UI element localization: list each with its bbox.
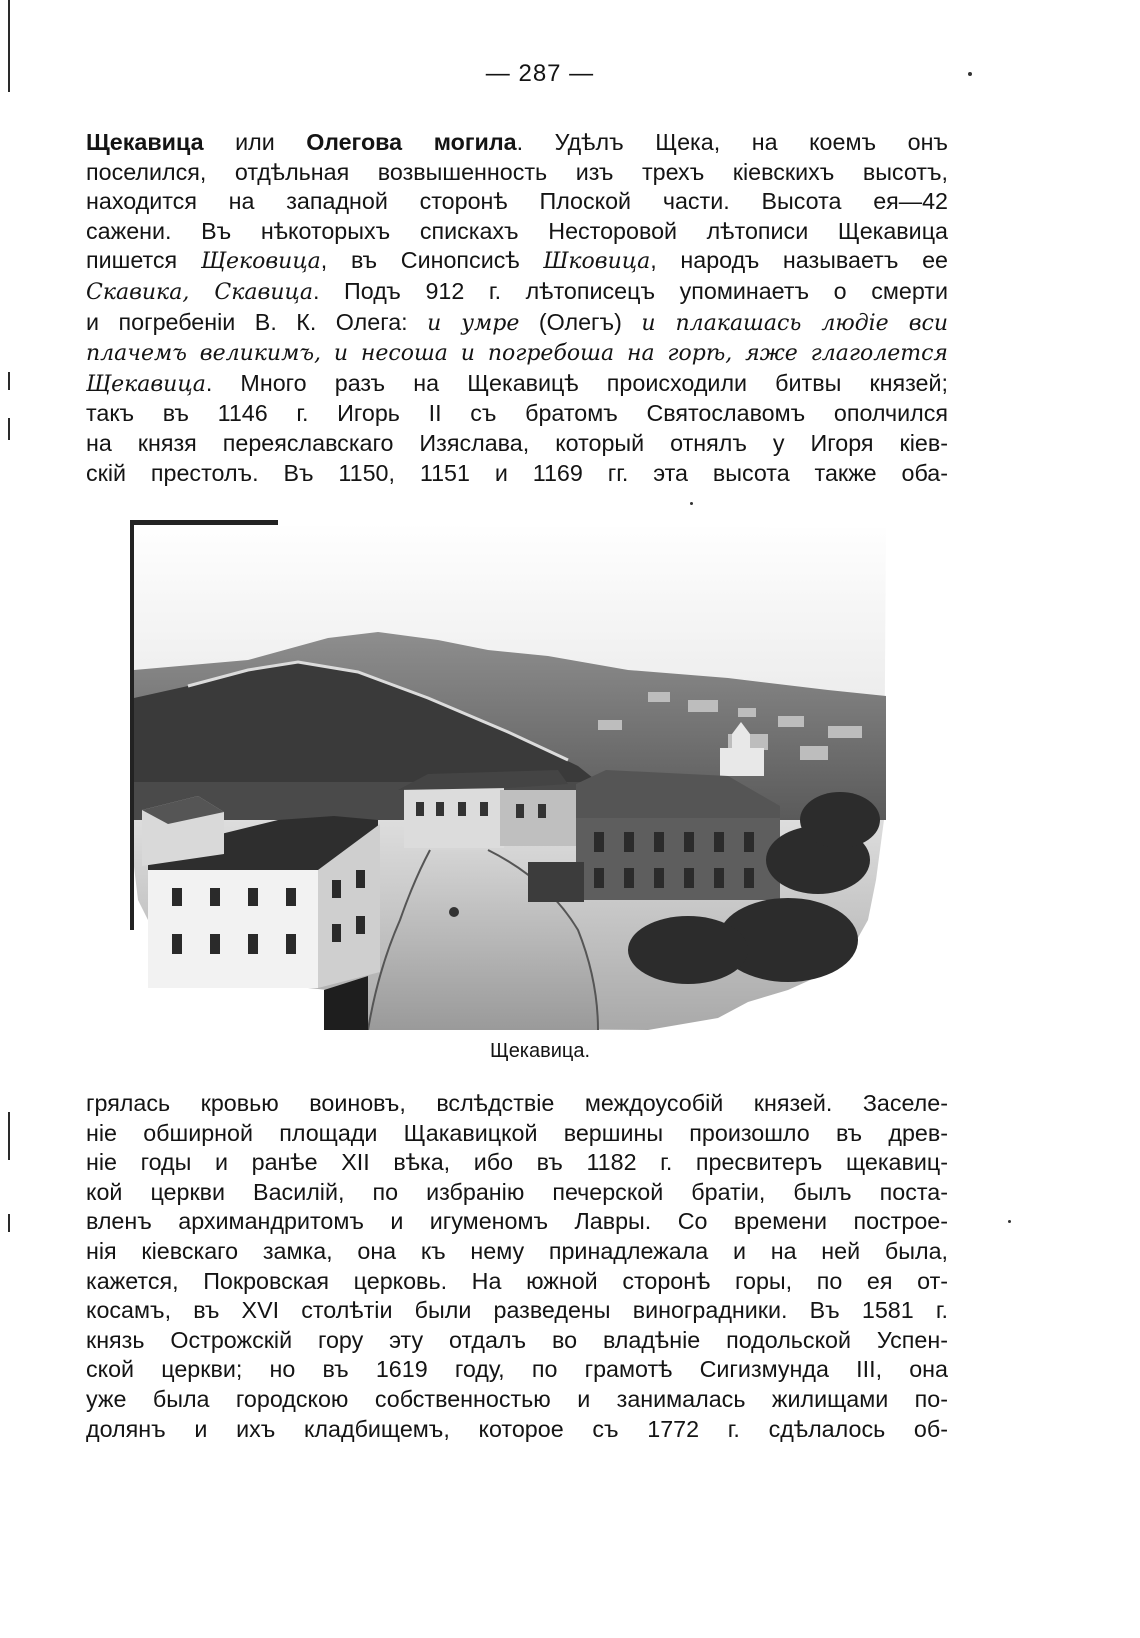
paragraph-1 (86, 128, 948, 488)
paragraph-line: косамъ, въ XVI столѣтіи были разведены виноградники. Въ 1581 г. (86, 1297, 948, 1324)
paragraph-line: ніе годы и ранѣе XII вѣка, ибо въ 1182 г. пресвитеръ щекавиц- (86, 1149, 948, 1176)
paragraph-line: Щекавица или Олегова могила. Удѣлъ Щека, на коемъ онъ (86, 129, 948, 155)
paragraph-line: Скавика, Скавица. Подъ 912 г. лѣтописецъ упоминаетъ о смерти (86, 277, 948, 305)
paragraph-line: долянъ и ихъ кладбищемъ, которое съ 1772 г. сдѣлалось об- (86, 1415, 948, 1442)
scan-edge (8, 0, 10, 1638)
paragraph-2 (86, 1089, 948, 1444)
paragraph-line: поселился, отдѣльная возвышенность изъ трехъ кіевскихъ высотъ, (86, 158, 948, 185)
paragraph-line: находится на западной сторонѣ Плоской части. Высота ея—42 (86, 188, 948, 215)
paragraph-line: кой церкви Василій, по избранію печерской братіи, былъ поста- (86, 1178, 948, 1205)
photo-caption: Щекавица. (489, 1040, 591, 1062)
scan-speck (1008, 1220, 1011, 1223)
paragraph-line: скій престолъ. Въ 1150, 1151 и 1169 гг. эта высота также оба- (86, 459, 948, 486)
paragraph-line: сажени. Въ нѣкоторыхъ спискахъ Несторовой лѣтописи Щекавица (86, 217, 948, 244)
paragraph-line: кажется, Покровская церковь. На южной сторонѣ горы, по ея от- (86, 1267, 948, 1294)
scan-speck (690, 502, 693, 505)
paragraph-line: ніе обширной площади Щакавицкой вершины произошло въ древ- (86, 1119, 948, 1146)
paragraph-line: князь Острожскій гору эту отдалъ во владѣніе подольской Успен- (86, 1326, 948, 1353)
paragraph-line: ской церкви; но въ 1619 году, по грамотѣ Сигизмунда III, она (86, 1356, 948, 1383)
photo-illustration (128, 520, 886, 1030)
paragraph-line: нія кіевскаго замка, она къ нему принадлежала и на ней была, (86, 1237, 948, 1264)
paragraph-line: уже была городскою собственностью и занималась жилищами по- (86, 1385, 948, 1412)
paragraph-line: такъ въ 1146 г. Игорь II съ братомъ Святославомъ ополчился (86, 400, 948, 427)
paragraph-line: Щекавица. Много разъ на Щекавицѣ происходили битвы князей; (86, 369, 948, 397)
paragraph-line: плачемъ великимъ, и несоша и погребоша на горѣ, яже глаголется (86, 341, 948, 367)
heading-olehs-grave: Олегова могила (306, 129, 517, 155)
paragraph-line: грялась кровью воиновъ, вслѣдствіе междоусобій князей. Заселе- (86, 1090, 948, 1116)
paragraph-line: на князя переяславскаго Изяслава, который отнялъ у Игоря кіев- (86, 429, 948, 456)
paragraph-line: пишется Щековица, въ Синопсисѣ Шковица, народъ называетъ ее (86, 247, 948, 275)
photo-shchekavytsia (128, 520, 886, 1030)
paragraph-line: вленъ архимандритомъ и игуменомъ Лавры. Со времени построе- (86, 1208, 948, 1235)
paragraph-line: и погребеніи В. К. Олега: и умре (Олегъ) и плакашась людіе вси (86, 308, 948, 336)
page-number: — 287 — (485, 60, 595, 87)
heading-shchekavytsia: Щекавица (86, 129, 204, 155)
